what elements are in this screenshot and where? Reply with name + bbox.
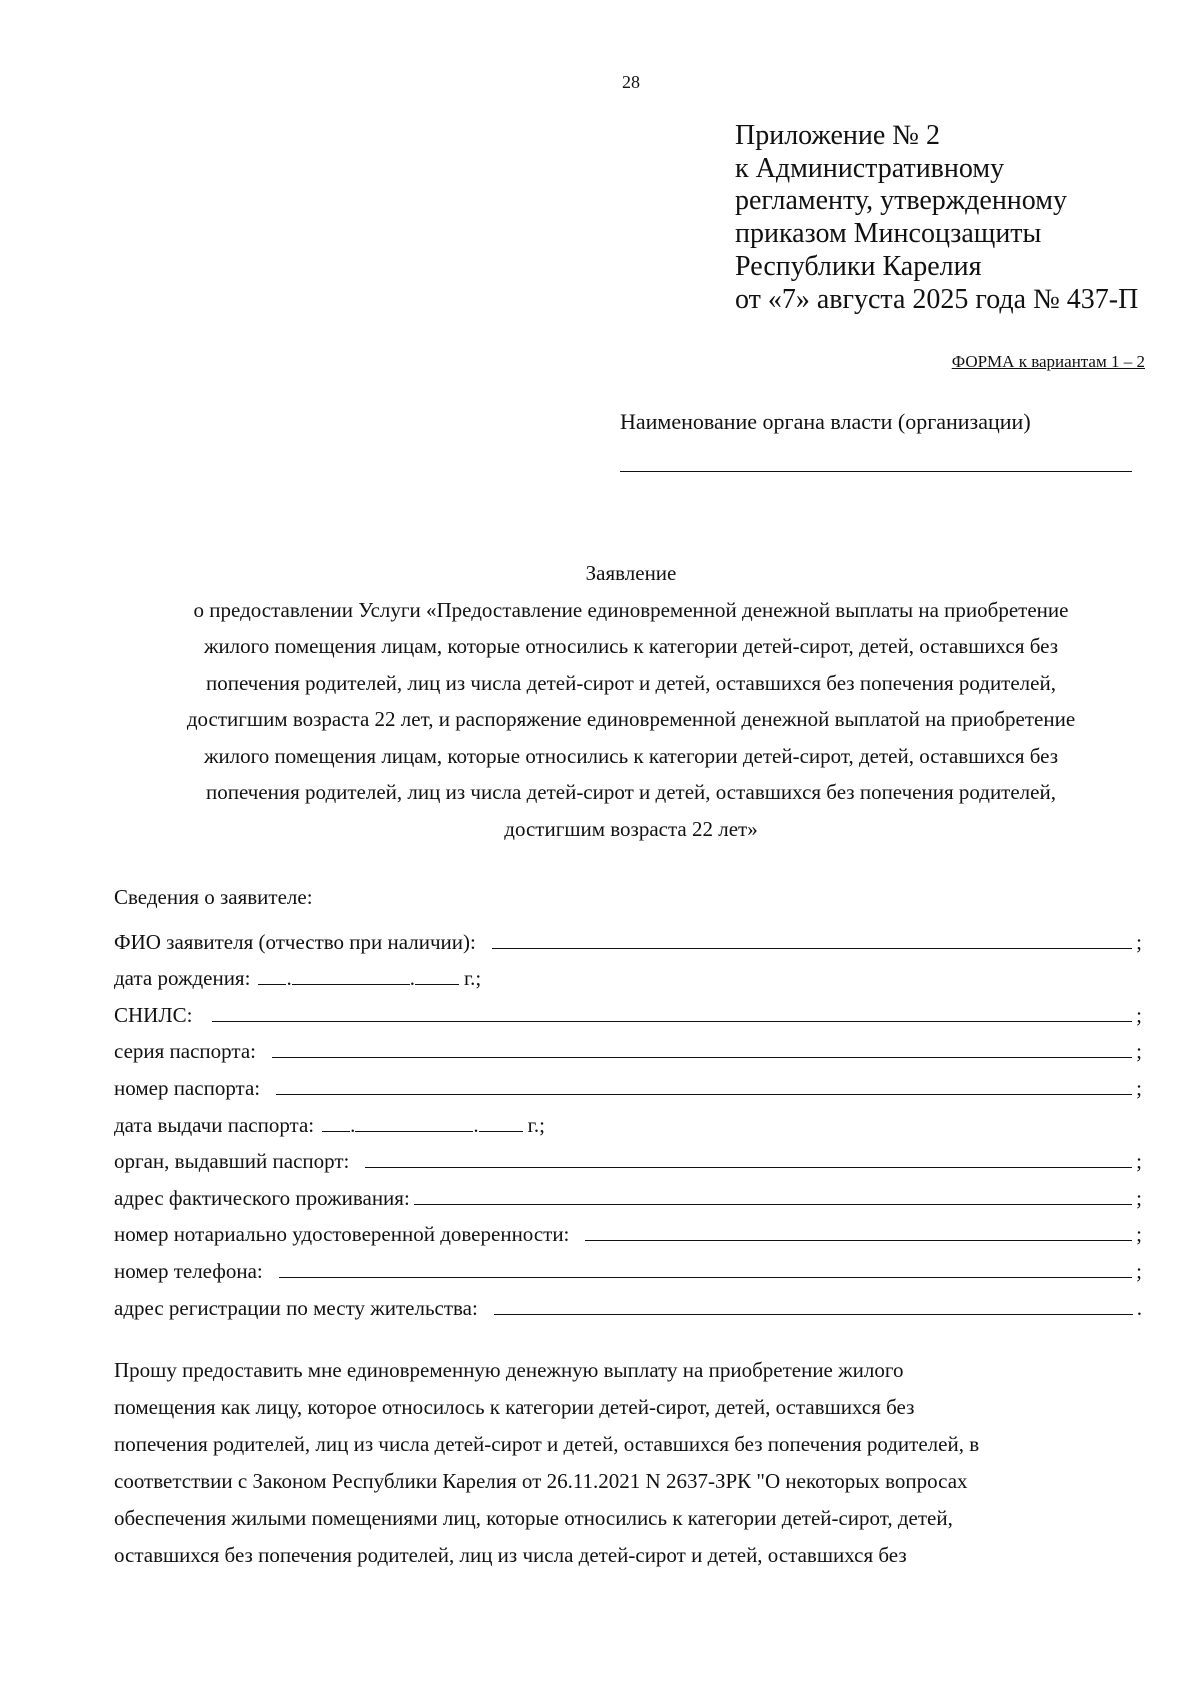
fill-line — [585, 1239, 1132, 1241]
field-label: номер телефона: — [114, 1258, 263, 1283]
appendix-line: к Административному — [735, 152, 1005, 184]
date-separator: . — [409, 966, 415, 991]
authority-underline — [620, 471, 1132, 472]
field-passport-series — [114, 1028, 1142, 1065]
title-line: жилого помещения лицам, которые относились к категории детей-сирот, детей, оставшихся без — [203, 743, 1059, 768]
title-line: попечения родителей, лиц из числа детей-сирот и детей, оставшихся без попечения родителей, — [206, 780, 1056, 804]
appendix-line: от «7» августа 2025 года № 437-П — [735, 283, 1139, 315]
field-passport-number — [114, 1064, 1142, 1101]
field-actual-address — [114, 1174, 1142, 1211]
field-terminator: ; — [1136, 1258, 1142, 1283]
fill-line — [365, 1166, 1132, 1168]
month-blank — [292, 983, 410, 985]
field-label: дата рождения: — [114, 966, 251, 991]
field-fio — [114, 918, 1142, 955]
title-line: достигшим возраста 22 лет» — [504, 816, 758, 841]
request-line: оставшихся без попечения родителей, лиц из числа детей-сирот и детей, оставшихся без — [114, 1543, 907, 1567]
page-number: 28 — [622, 72, 640, 92]
request-line: Прошу предоставить мне единовременную денежную выплату на приобретение жилого — [114, 1358, 904, 1382]
fill-line — [272, 1056, 1132, 1058]
field-snils — [114, 991, 1142, 1028]
field-terminator: . — [1136, 1295, 1142, 1320]
title-line: жилого помещения лицам, которые относились к категории детей-сирот, детей, оставшихся без — [203, 634, 1059, 658]
fill-line — [276, 1093, 1132, 1095]
field-phone — [114, 1247, 1142, 1284]
field-label: СНИЛС: — [114, 1002, 193, 1027]
field-terminator: ; — [1136, 1185, 1142, 1210]
field-terminator: ; — [1136, 1002, 1142, 1027]
appendix-line: Республики Карелия — [735, 250, 982, 282]
appendix-line: Приложение № 2 — [735, 120, 940, 151]
year-suffix: г.; — [463, 966, 482, 991]
section-title: Сведения о заявителе: — [114, 885, 313, 909]
request-paragraph — [114, 1352, 1154, 1574]
field-terminator: ; — [1136, 929, 1142, 954]
appendix-block — [735, 120, 1138, 316]
title-line: о предоставлении Услуги «Предоставление единовременной денежной выплаты на приобретение — [193, 597, 1069, 622]
document-title — [0, 555, 1200, 847]
field-birth-date — [114, 955, 1142, 992]
request-line: помещения как лицу, которое относилось к категории детей-сирот, детей, оставшихся без — [114, 1395, 915, 1419]
appendix-line: приказом Минсоцзащиты — [735, 218, 1042, 250]
fill-line — [279, 1276, 1132, 1278]
field-label: дата выдачи паспорта: — [114, 1112, 315, 1137]
field-terminator: ; — [1136, 1039, 1142, 1064]
field-label: адрес регистрации по месту жительства: — [114, 1295, 478, 1320]
title-line: достигшим возраста 22 лет, и распоряжение единовременной денежной выплатой на приобретение — [186, 707, 1076, 731]
request-line: попечения родителей, лиц из числа детей-сирот и детей, оставшихся без попечения родителей, в — [114, 1432, 980, 1456]
title-line: попечения родителей, лиц из числа детей-сирот и детей, оставшихся без попечения родителей, — [206, 670, 1056, 695]
field-label: номер нотариально удостоверенной доверенности: — [114, 1222, 570, 1247]
field-passport-issuer — [114, 1138, 1142, 1175]
field-label: ФИО заявителя (отчество при наличии): — [114, 929, 476, 954]
year-blank — [415, 983, 459, 985]
year-blank — [479, 1130, 523, 1132]
appendix-line: регламенту, утвержденному — [735, 185, 1067, 217]
request-line: соответствии с Законом Республики Карелия от 26.11.2021 N 2637-ЗРК "О некоторых вопросах — [114, 1469, 968, 1493]
applicant-fields — [114, 918, 1142, 1321]
field-registration-address — [114, 1284, 1142, 1321]
month-blank — [355, 1130, 473, 1132]
field-label: номер паспорта: — [114, 1075, 261, 1100]
year-suffix: г.; — [527, 1112, 545, 1137]
day-blank — [322, 1130, 350, 1132]
field-label: адрес фактического проживания: — [114, 1185, 410, 1210]
field-label: орган, выдавший паспорт: — [114, 1149, 350, 1174]
authority-label: Наименование органа власти (организации) — [620, 409, 1031, 434]
field-power-of-attorney — [114, 1211, 1142, 1248]
fill-line — [494, 1313, 1133, 1315]
day-blank — [258, 983, 286, 985]
date-separator: . — [286, 966, 292, 991]
field-terminator: ; — [1136, 1222, 1142, 1247]
field-terminator: ; — [1136, 1149, 1142, 1174]
fill-line — [492, 947, 1132, 949]
field-label: серия паспорта: — [114, 1039, 256, 1064]
date-separator: . — [473, 1112, 479, 1137]
request-line: обеспечения жилыми помещениями лиц, которые относились к категории детей-сирот, детей, — [114, 1506, 953, 1530]
fill-line — [414, 1203, 1132, 1205]
title-line: Заявление — [585, 561, 677, 585]
fill-line — [212, 1020, 1132, 1022]
field-passport-issue-date — [114, 1101, 1142, 1138]
form-label: ФОРМА к вариантам 1 – 2 — [951, 352, 1145, 371]
date-separator: . — [350, 1112, 356, 1137]
field-terminator: ; — [1136, 1075, 1142, 1100]
